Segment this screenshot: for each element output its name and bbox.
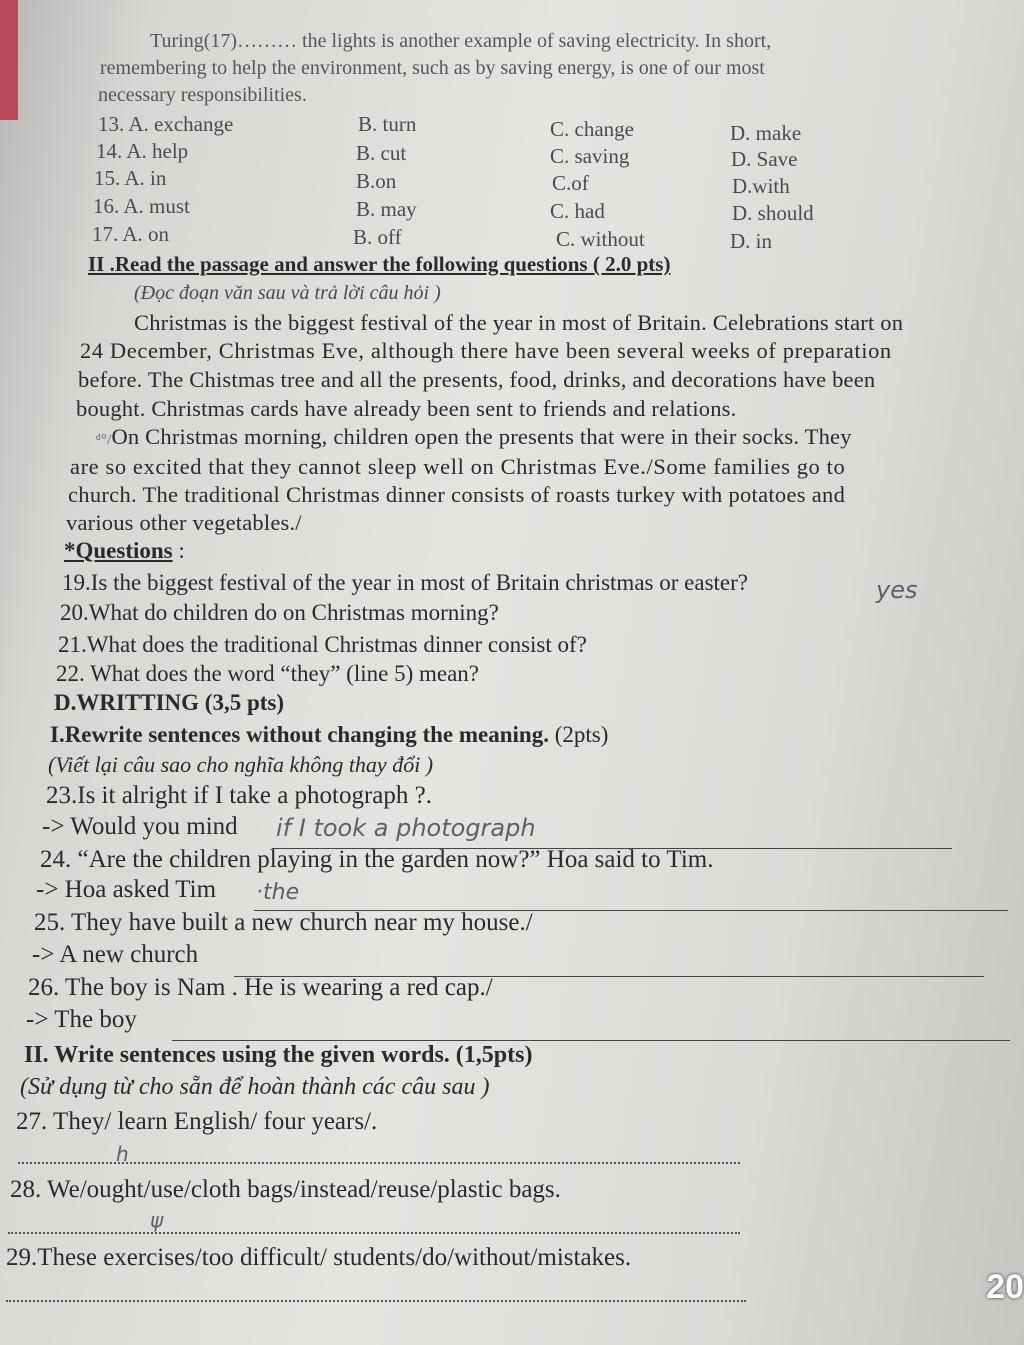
- rewrite-subheading: (Viết lại câu sao cho nghĩa không thay đổi ): [48, 752, 434, 777]
- option-c: C. without: [556, 227, 645, 251]
- option-d: D. in: [730, 229, 772, 253]
- option-d: D. make: [730, 121, 802, 145]
- question-22: 22. What does the word “they” (line 5) mean?: [56, 661, 480, 686]
- write-heading: II. Write sentences using the given words. (1,5pts): [24, 1042, 533, 1068]
- item-26-sentence: 26. The boy is Nam . He is wearing a red cap./: [28, 974, 493, 1001]
- option-a: 16. A. must: [93, 194, 190, 218]
- handwritten-answer: if I took a photograph: [276, 814, 536, 842]
- question-19: 19.Is the biggest festival of the year in most of Britain christmas or easter?: [62, 570, 748, 595]
- handwritten-answer: yes: [876, 576, 918, 604]
- item-29-sentence: 29.These exercises/too difficult/ students/do/without/mistakes.: [6, 1244, 632, 1271]
- handwritten-answer: ·the: [256, 880, 300, 905]
- item-24-sentence: 24. “Are the children playing in the garden now?” Hoa said to Tim.: [40, 846, 714, 873]
- option-c: C. had: [550, 199, 605, 223]
- passage-line: church. The traditional Christmas dinner consists of roasts turkey with potatoes and: [68, 482, 846, 507]
- item-25-sentence: 25. They have built a new church near my house./: [34, 909, 533, 936]
- item-28-sentence: 28. We/ought/use/cloth bags/instead/reuse/plastic bags.: [10, 1176, 561, 1203]
- passage-line: ᵈ°/On Christmas morning, children open the presents that were in their socks. They: [96, 424, 852, 449]
- reading-subheading: (Đọc đoạn văn sau và trả lời câu hỏi ): [134, 282, 441, 304]
- questions-label: *Questions :: [64, 538, 185, 563]
- item-23-sentence: 23.Is it alright if I take a photograph ?.: [46, 782, 432, 809]
- option-a: 13. A. exchange: [98, 112, 234, 136]
- item-25-prompt: -> A new church: [32, 941, 199, 968]
- item-27-sentence: 27. They/ learn English/ four years/.: [16, 1108, 378, 1135]
- intro-line-3: necessary responsibilities.: [98, 84, 307, 106]
- passage-line: bought. Christmas cards have already been sent to friends and relations.: [76, 396, 737, 421]
- option-d: D. should: [732, 201, 814, 225]
- option-a: 14. A. help: [96, 139, 189, 163]
- intro-line-1: Turing(17)……… the lights is another example of saving electricity. In short,: [150, 30, 772, 52]
- option-b: B. may: [356, 197, 417, 221]
- handwritten-answer: h: [116, 1142, 129, 1166]
- option-c: C.of: [552, 171, 589, 195]
- option-a: 17. A. on: [92, 222, 170, 246]
- passage-line: are so excited that they cannot sleep well on Christmas Eve./Some families go to: [70, 454, 846, 479]
- answer-line: [172, 1040, 1010, 1041]
- option-d: D.with: [732, 174, 790, 198]
- question-20: 20.What do children do on Christmas morning?: [60, 600, 499, 625]
- write-subheading: (Sử dụng từ cho sẵn để hoàn thành các câu sau ): [20, 1074, 490, 1100]
- passage-line: 24 December, Christmas Eve, although there have been several weeks of preparation: [80, 338, 892, 363]
- handwritten-answer: ψ: [150, 1208, 164, 1232]
- option-b: B. cut: [356, 141, 407, 165]
- passage-line: Christmas is the biggest festival of the year in most of Britain. Celebrations start on: [134, 310, 904, 335]
- rewrite-heading: I.Rewrite sentences without changing the meaning. (2pts): [50, 722, 609, 747]
- option-c: C. saving: [550, 144, 630, 168]
- option-b: B.on: [356, 169, 397, 193]
- binder-strip: [0, 0, 18, 120]
- option-b: B. turn: [358, 112, 417, 136]
- option-b: B. off: [353, 225, 402, 249]
- answer-dotted-line: [6, 1300, 746, 1302]
- option-d: D. Save: [731, 147, 798, 171]
- writing-heading: D.WRITTING (3,5 pts): [54, 690, 285, 715]
- reading-heading: II .Read the passage and answer the following questions ( 2.0 pts): [88, 252, 671, 276]
- passage-line: before. The Chistmas tree and all the presents, food, drinks, and decorations have been: [78, 367, 876, 392]
- intro-line-2: remembering to help the environment, such as by saving energy, is one of our most: [100, 57, 765, 79]
- answer-dotted-line: [8, 1232, 740, 1234]
- item-23-prompt: -> Would you mind: [42, 813, 238, 840]
- passage-line: various other vegetables./: [66, 510, 302, 535]
- option-a: 15. A. in: [94, 166, 167, 190]
- item-26-prompt: -> The boy: [26, 1006, 137, 1033]
- question-21: 21.What does the traditional Christmas dinner consist of?: [58, 632, 587, 657]
- item-24-prompt: -> Hoa asked Tim: [36, 876, 217, 903]
- page-number: 20: [986, 1268, 1024, 1306]
- option-c: C. change: [550, 117, 634, 141]
